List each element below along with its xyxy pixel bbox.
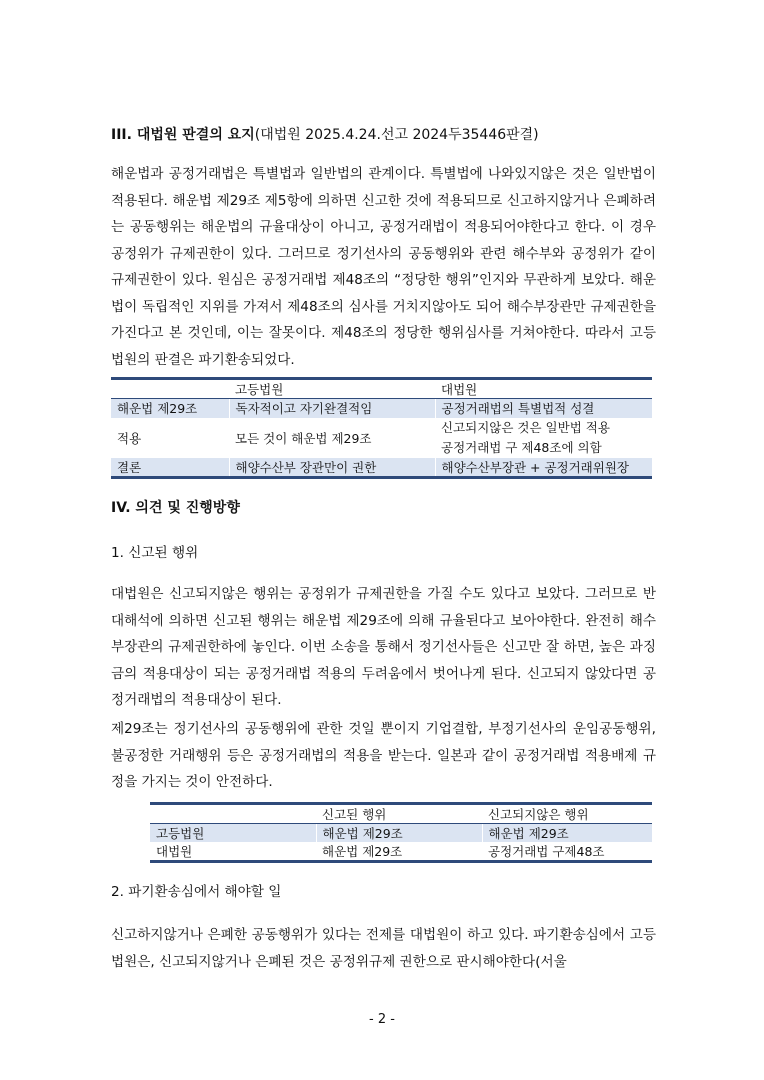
table-cell: 공정거래법 구제48조 (482, 842, 652, 862)
subsection-1-paragraph-1: 대법원은 신고되지않은 행위는 공정위가 규제권한을 가질 수도 있다고 보았다. 그러므로 반대해석에 의하면 신고된 행위는 해운법 제29조에 의해 규율된다고 보아야한다. 완전히 해수부장관의 규제권한하에 놓인다. 이번 소송을 통해서 정기선사들은 신고만 잘 하면, 높은 과징금의 적용대상이 되는 공정거래법 적용의 두려움에서 벗어나게 된다. 신고되지 않았다면 공정거래법의 적용대상이 된다. (111, 586, 656, 708)
section-3-title: III. 대법원 판결의 요지 (111, 127, 255, 143)
section-4-title: IV. 의견 및 진행방향 (111, 500, 240, 516)
section-3-heading (111, 124, 539, 144)
table-cell-line: 공정거래법 구 제48조에 의함 (441, 439, 602, 455)
reporting-comparison-table (150, 802, 652, 863)
table-cell: 해운법 제29조 (316, 842, 482, 862)
table-cell: 모든 것이 해운법 제29조 (235, 430, 372, 446)
table-cell: 독자적이고 자기완결적임 (229, 399, 435, 418)
subsection-1-title: 1. 신고된 행위 (111, 545, 199, 561)
table-row (111, 458, 652, 478)
table-cell: 해운법 제29조 (111, 399, 229, 418)
table-header-row (150, 804, 652, 824)
table-row (111, 399, 652, 418)
table-cell: 적용 (117, 430, 142, 446)
table-cell: 해운법 제29조 (316, 824, 482, 843)
table-cell: 해양수산부장관 + 공정거래위원장 (435, 458, 652, 478)
table-header-cell (150, 804, 316, 824)
table-cell: 고등법원 (150, 824, 316, 843)
subsection-1-paragraph-2: 제29조는 정기선사의 공동행위에 관한 것일 뿐이지 기업결합, 부정기선사의 운임공동행위, 불공정한 거래행위 등은 공정거래법의 적용을 받는다. 일본과 같이 공정거래법 적용배제 규정을 가지는 것이 안전하다. (111, 721, 656, 790)
table-row (111, 418, 652, 458)
table-header-cell: 신고되지않은 행위 (482, 804, 652, 824)
page-number: - 2 - (369, 1012, 395, 1027)
court-comparison-table (111, 377, 652, 479)
section-3-paragraph: 해운법과 공정거래법은 특별법과 일반법의 관계이다. 특별법에 나와있지않은 것은 일반법이 적용된다. 해운법 제29조 제5항에 의하면 신고한 것에 적용되므로 신고하지않거나 은폐하려는 공동행위는 해운법의 규율대상이 아니고, 공정거래법이 적용되어야한다고 한다. 이 경우 공정위가 규제권한이 있다. 그러므로 정기선사의 공동행위와 관련 해수부와 공정위가 같이 규제권한이 있다. 원심은 공정거래법 제48조의 “정당한 행위”인지와 무관하게 보았다. 해운법이 독립적인 지위를 가져서 제48조의 심사를 거치지않아도 되어 해수부장관만 규제권한을 가진다고 본 것인데, 이는 잘못이다. 제48조의 정당한 행위심사를 거쳐야한다. 따라서 고등법원의 판결은 파기환송되었다. (111, 166, 656, 368)
table-cell: 해운법 제29조 (482, 824, 652, 843)
subsection-2-paragraph: 신고하지않거나 은폐한 공동행위가 있다는 전제를 대법원이 하고 있다. 파기환송심에서 고등법원은, 신고되지않거나 은폐된 것은 공정위규제 권한으로 판시해야한다(서울 (111, 927, 656, 970)
table-header-row (111, 379, 652, 399)
table-cell: 대법원 (150, 842, 316, 862)
table-row (150, 824, 652, 843)
table-cell-line: 신고되지않은 것은 일반법 적용 (441, 419, 610, 435)
table-header-cell: 신고된 행위 (316, 804, 482, 824)
table-header-cell: 대법원 (435, 379, 652, 399)
table-cell: 해양수산부 장관만이 권한 (229, 458, 435, 478)
table-row (150, 842, 652, 862)
table-cell (435, 418, 652, 458)
table-cell: 결론 (111, 458, 229, 478)
table-cell: 공정거래법의 특별법적 성결 (435, 399, 652, 418)
section-3-citation: (대법원 2025.4.24.선고 2024두35446판결) (254, 127, 539, 143)
subsection-2-title: 2. 파기환송심에서 해야할 일 (111, 884, 282, 900)
table-header-cell: 고등법원 (229, 379, 435, 399)
table-header-cell (111, 379, 229, 399)
